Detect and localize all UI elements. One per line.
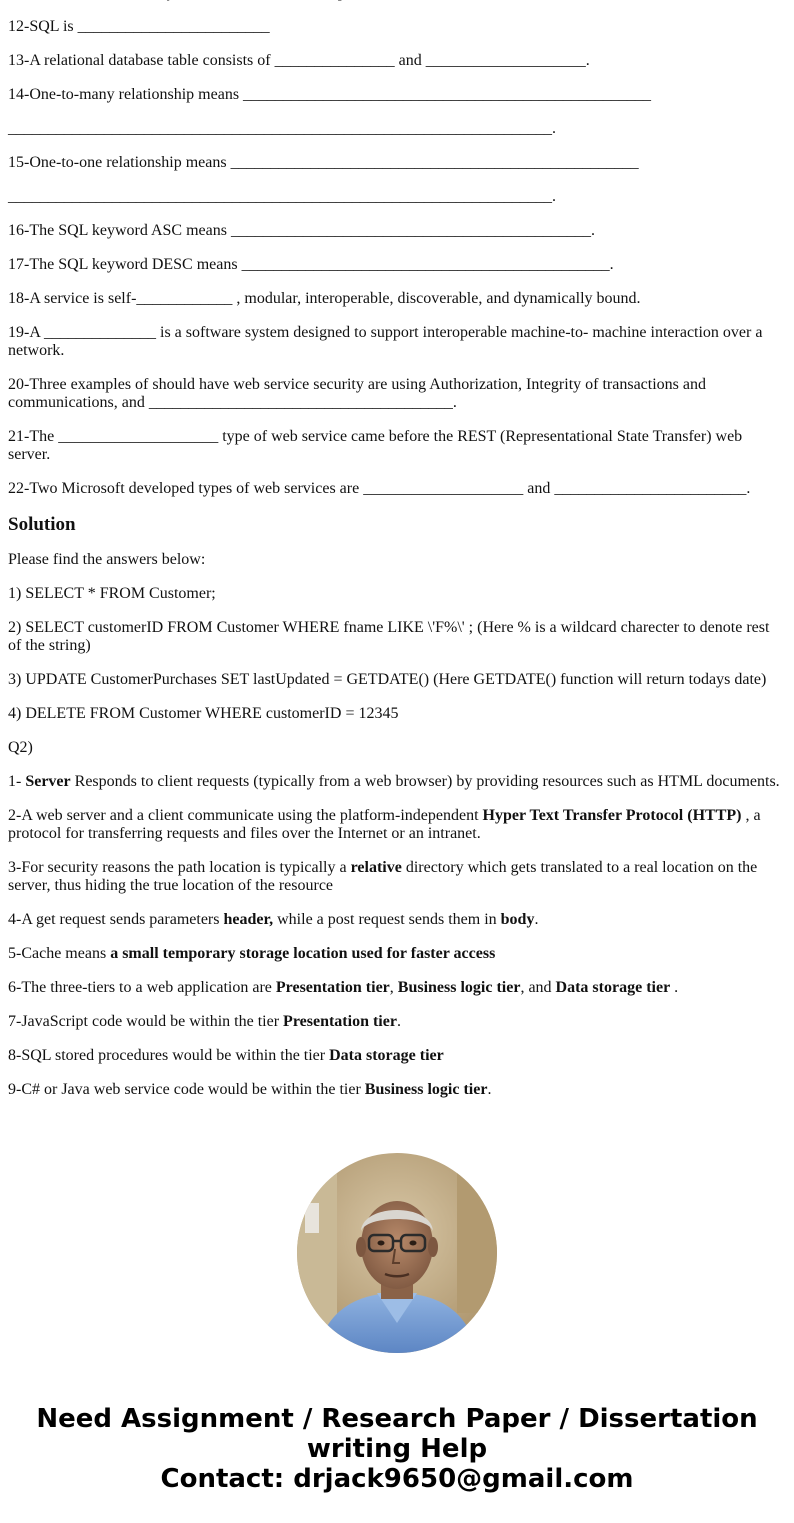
answer-text: Responds to client requests (typically from a web browser) by providing resources such as HTML documents.: [70, 773, 780, 790]
answer-q1-2: 2) SELECT customerID FROM Customer WHERE fname LIKE \'F%\' ; (Here % is a wildcard charecter to denote rest of the string): [8, 619, 770, 654]
answer-key-term: Business logic tier: [397, 979, 521, 996]
answer-q2-5: [8, 945, 786, 963]
answer-text: 6-The three-tiers to a web application are: [8, 979, 276, 996]
question-13: 13-A relational database table consists of _______________ and ____________________.: [8, 52, 590, 69]
promo-line: Need Assignment / Research Paper / Dissertation: [36, 1404, 758, 1434]
answer-text: , a protocol for transferring requests and files over the Internet or an intranet.: [8, 807, 761, 842]
q2-label: Q2): [8, 739, 33, 756]
answer-key-term: Presentation tier: [275, 979, 390, 996]
answer-key-term: header,: [223, 911, 274, 928]
answer-text: 1-: [8, 773, 26, 790]
answer-key-term: a small temporary storage location used for faster access: [110, 945, 496, 962]
answer-q2-1: [8, 773, 786, 791]
answer-text: , and: [520, 979, 556, 996]
answer-q2-8: [8, 1047, 786, 1065]
answer-q1-4: 4) DELETE FROM Customer WHERE customerID = 12345: [8, 705, 399, 722]
question-14: 14-One-to-many relationship means ___________________________________________________: [8, 86, 652, 103]
question-19: 19-A ______________ is a software system designed to support interoperable machine-to- machine interaction over a network.: [8, 324, 763, 359]
question-12: 12-SQL is ________________________: [8, 18, 270, 35]
answer-text: 5-Cache means: [8, 945, 111, 962]
answer-q2-7: [8, 1013, 786, 1031]
question-21: 21-The ____________________ type of web service came before the REST (Representational State Transfer) web server.: [8, 428, 743, 463]
author-avatar: [297, 1153, 497, 1353]
answer-text: 4-A get request sends parameters: [8, 911, 224, 928]
answer-text: 7-JavaScript code would be within the tier: [8, 1013, 284, 1030]
promo-line: writing Help: [306, 1434, 488, 1464]
answer-q2-6: [8, 979, 786, 997]
answer-text: 2-A web server and a client communicate using the platform-independent: [8, 807, 483, 824]
answer-text: 9-C# or Java web service code would be within the tier: [8, 1081, 365, 1098]
question-15: 15-One-to-one relationship means ___________________________________________________: [8, 154, 639, 171]
question-17: 17-The SQL keyword DESC means ______________________________________________.: [8, 256, 614, 273]
answer-key-term: body: [500, 911, 535, 928]
answer-text: .: [534, 911, 539, 928]
answer-text: .: [487, 1081, 492, 1098]
answer-q2-2: [8, 807, 786, 843]
document-body: [8, 0, 786, 1115]
promo-banner: [0, 1404, 794, 1494]
question-15-continuation: ____________________________________________________________________.: [8, 188, 556, 205]
question-16: 16-The SQL keyword ASC means _____________________________________________.: [8, 222, 595, 239]
answer-q2-9: [8, 1081, 786, 1099]
answer-key-term: Server: [25, 773, 71, 790]
answer-key-term: relative: [350, 859, 402, 876]
answer-key-term: Hyper Text Transfer Protocol (HTTP): [482, 807, 742, 824]
answers-intro: Please find the answers below:: [8, 551, 206, 568]
solution-heading: Solution: [8, 514, 76, 535]
answer-q1-1: 1) SELECT * FROM Customer;: [8, 585, 216, 602]
answer-text: while a post request sends them in: [273, 911, 501, 928]
question-18: 18-A service is self-____________ , modular, interoperable, discoverable, and dynamically bound.: [8, 290, 641, 307]
promo-contact: Contact: drjack9650@gmail.com: [160, 1464, 634, 1494]
question-14-continuation: ____________________________________________________________________.: [8, 120, 556, 137]
answer-key-term: Presentation tier: [283, 1013, 397, 1030]
answer-text: ,: [389, 979, 398, 996]
answer-text: 8-SQL stored procedures would be within the tier: [8, 1047, 330, 1064]
answer-key-term: Data storage tier: [555, 979, 671, 996]
answer-q2-3: [8, 859, 786, 895]
answer-text: 3-For security reasons the path location is typically a: [8, 859, 351, 876]
answer-q1-3: 3) UPDATE CustomerPurchases SET lastUpdated = GETDATE() (Here GETDATE() function will return todays date): [8, 671, 767, 688]
answer-text: .: [396, 1013, 401, 1030]
question-20: 20-Three examples of should have web service security are using Authorization, Integrity of transactions and communications, and ______________________________________.: [8, 376, 706, 411]
answer-text: directory which gets translated to a real location on the server, thus hiding the true location of the resource: [8, 859, 758, 894]
answer-key-term: Data storage tier: [329, 1047, 444, 1064]
clipped-question-line: [8, 0, 786, 2]
question-22: 22-Two Microsoft developed types of web services are ____________________ and ________________________.: [8, 480, 751, 497]
answer-key-term: Business logic tier: [364, 1081, 488, 1098]
answer-text: .: [670, 979, 679, 996]
answer-q2-4: [8, 911, 786, 929]
